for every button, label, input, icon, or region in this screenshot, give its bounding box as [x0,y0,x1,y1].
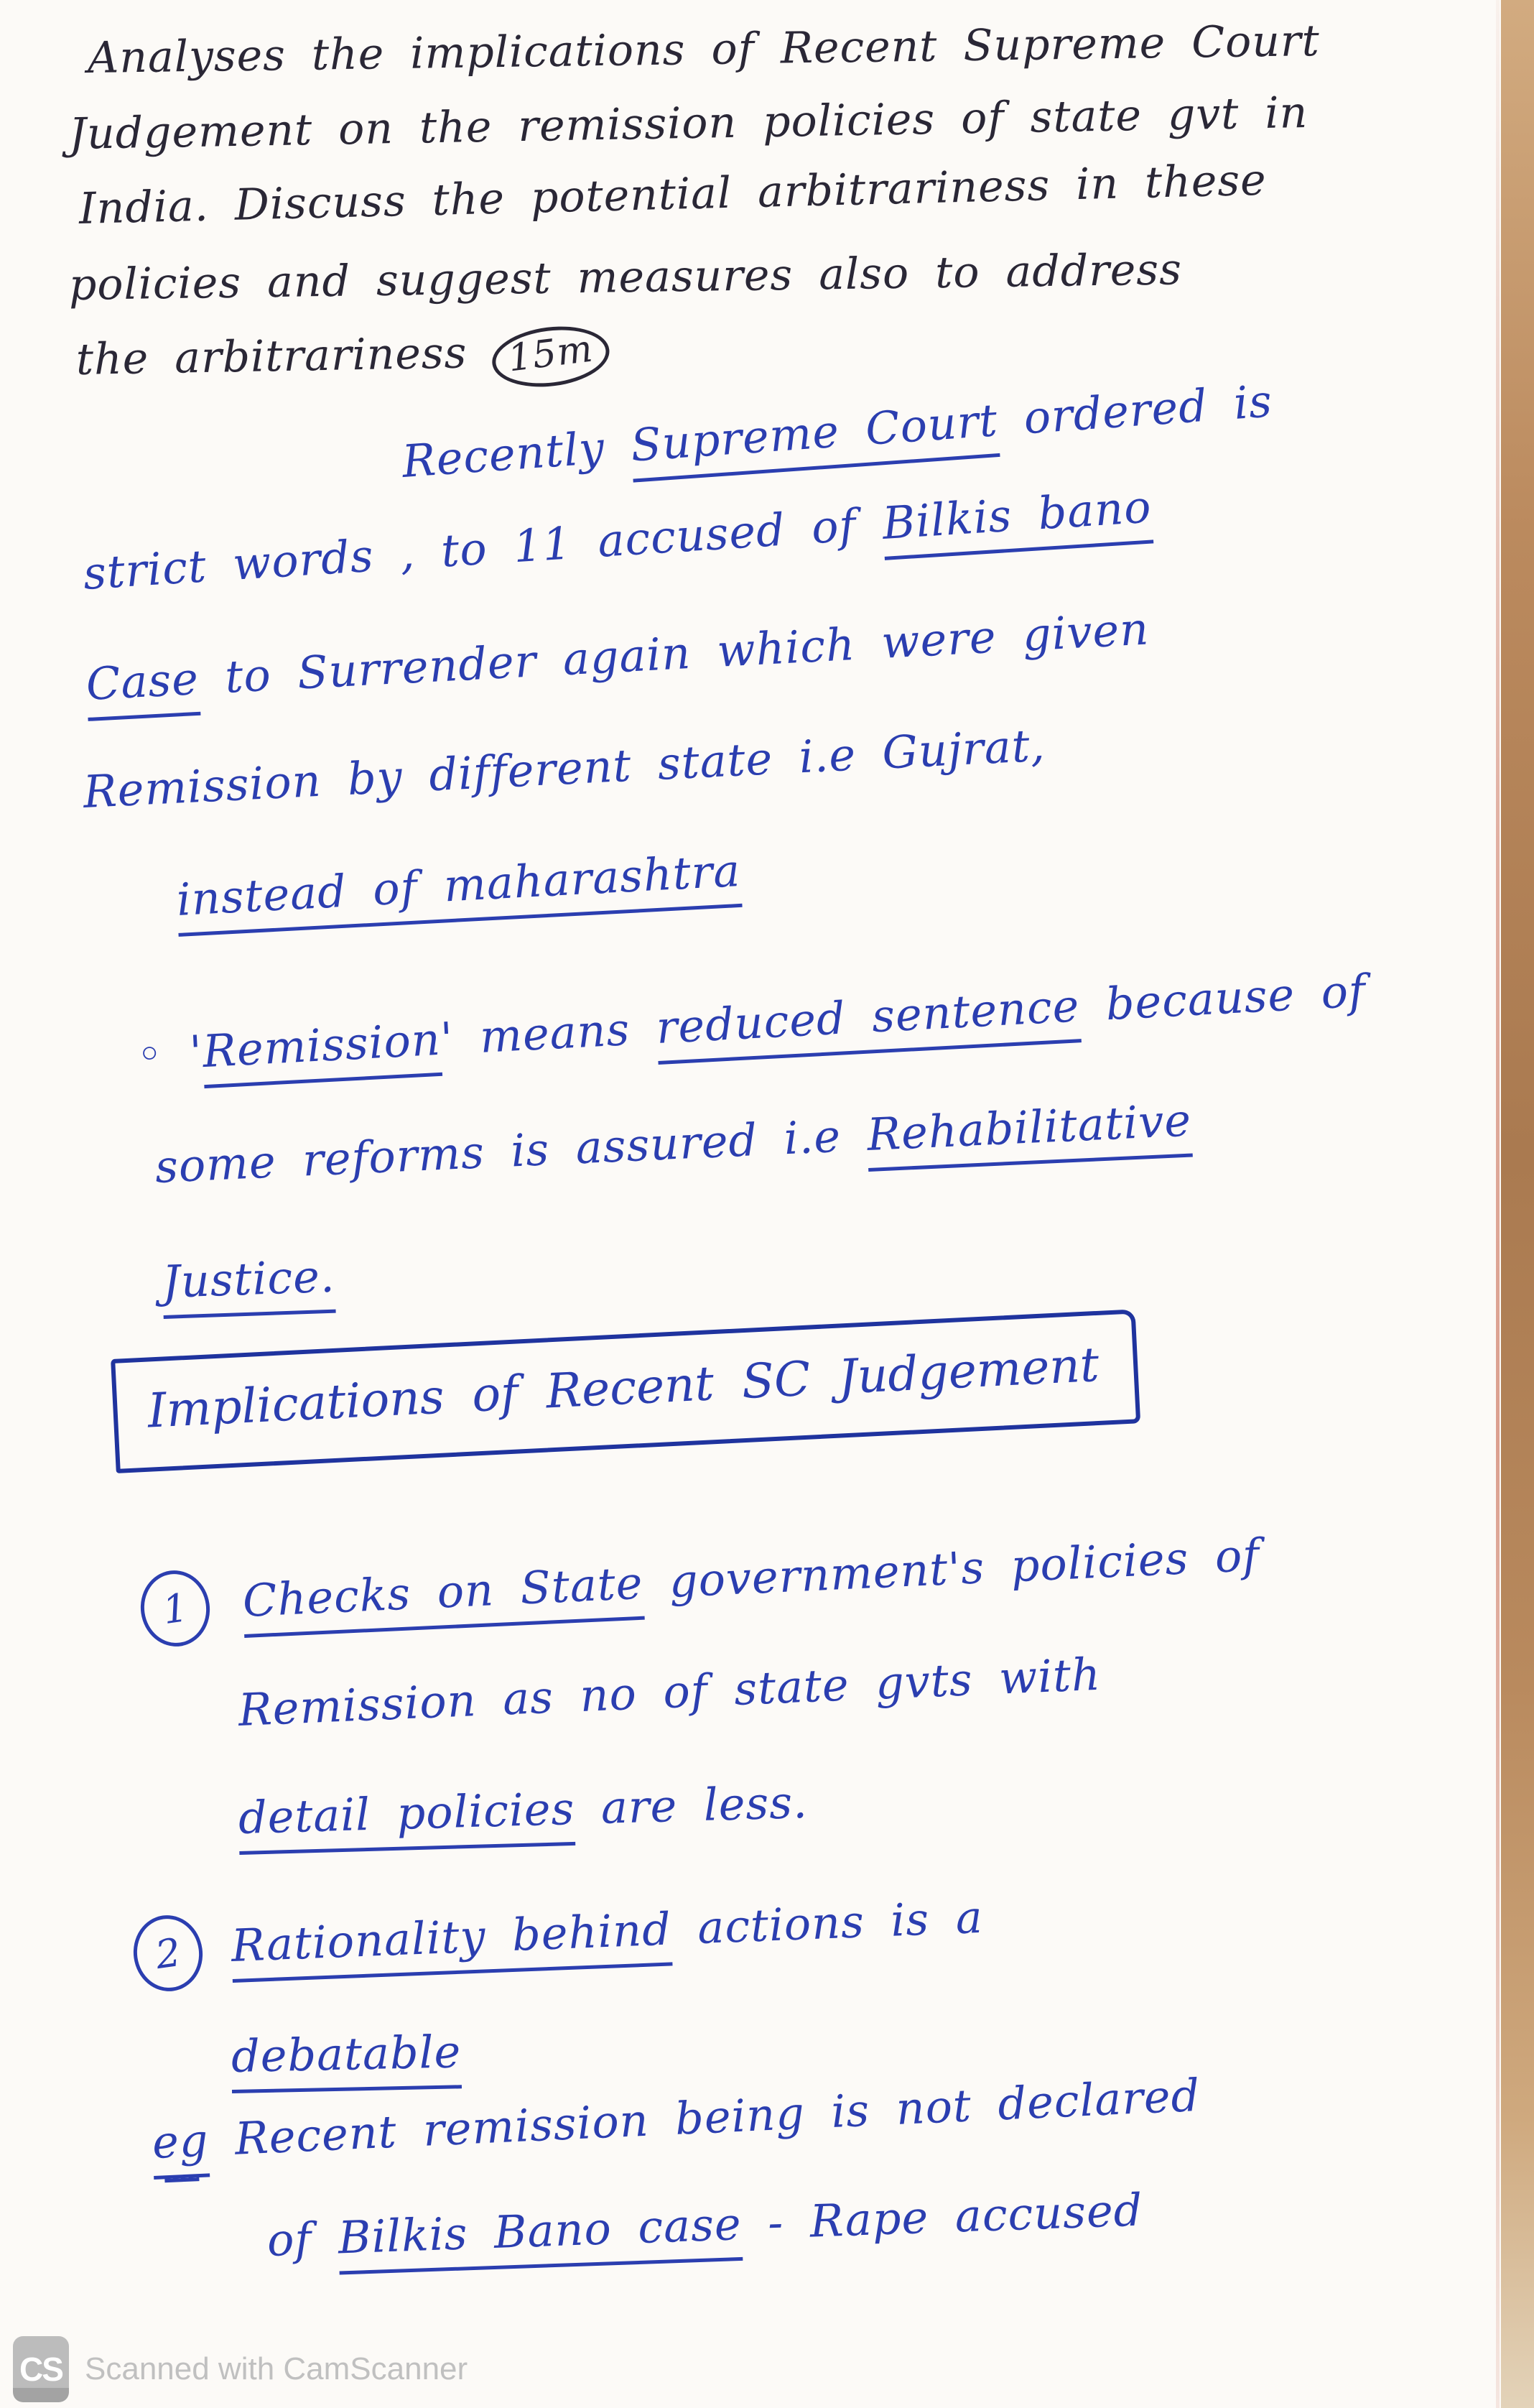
handwriting-segment: Case [85,652,200,721]
handwriting-segment: government's policies of [641,1528,1261,1609]
answer-line [135,964,1367,1081]
handwriting-segment: Remission [201,1013,442,1088]
camscanner-watermark-text: Scanned with CamScanner [85,2351,468,2386]
answer-line [154,1094,1192,1193]
answer-line [175,844,742,926]
handwriting-segment: Recent remission being is not declared [207,2068,1201,2167]
handwriting-segment: Bilkis Bano case [338,2198,743,2275]
handwriting-segment: Rehabilitative [866,1094,1193,1172]
answer-line [85,602,1150,710]
question-line [88,16,1321,83]
handwriting-segment: Judgement on the remission policies of state gvt in [68,87,1308,159]
handwriting-segment: Rationality behind [231,1902,673,1982]
margin-red-line [1496,0,1500,2408]
handwriting-segment: because of [1078,964,1367,1032]
handwriting-segment: detail policies [238,1782,576,1855]
page-edge [1501,0,1534,2408]
answer-line [266,2183,1144,2266]
handwriting-segment: Recently [400,419,633,488]
handwriting-segment: policies and suggest measures also to address [68,244,1183,310]
answer-line [162,1250,336,1308]
question-line [78,155,1267,234]
handwriting-segment: Checks on State [241,1557,644,1638]
handwriting-segment: reduced sentence [655,979,1082,1065]
handwriting-segment: debatable [231,2025,462,2093]
camscanner-watermark [13,2336,468,2402]
camscanner-badge-icon: CS [13,2336,69,2402]
answer-line [82,719,1046,818]
handwriting-segment: some reforms is assured i.e [154,1108,869,1193]
question-line [68,88,1308,159]
section-heading-box [111,1309,1140,1473]
point-number-circle: 2 [129,1911,208,1996]
handwriting-segment: to Surrender again which were given [197,602,1150,705]
handwriting-segment: Analyses the implications of Recent Supreme Court [87,16,1321,83]
question-line [69,244,1183,310]
point-number-circle: 1 [136,1566,215,1651]
handwriting-segment: strict words , to 11 accused of [81,497,885,600]
handwriting-segment: ordered is [995,374,1275,446]
handwriting-segment: Justice. [162,1250,336,1319]
handwriting-segment: ◦ ' [135,1025,205,1081]
handwriting-segment: are less. [574,1775,809,1835]
answer-line [241,1529,1260,1627]
answer-line [231,1891,984,1972]
answer-line [231,2025,462,2083]
answer-line [82,481,1153,600]
marks-badge: 15m [488,320,613,393]
handwriting-segment: eg [151,2113,210,2179]
handwriting-segment: actions is a [670,1890,984,1955]
handwriting-segment: of [266,2211,340,2266]
answer-line [238,1776,809,1844]
handwriting-segment: Remission by different state i.e Gujrat, [82,718,1046,818]
answer-line [237,1648,1102,1736]
handwriting-segment: ' means [439,1001,658,1065]
handwriting-segment: Bilkis bano [881,481,1154,560]
question-line [75,325,610,394]
question-text: the arbitrariness [75,328,468,385]
handwriting-segment: India. Discuss the potential arbitrariness in these [78,154,1268,234]
answer-line [400,374,1274,488]
handwriting-segment: instead of maharashtra [175,844,743,937]
handwriting-segment: Supreme Court [629,394,1000,482]
section-heading: Implications of Recent SC Judgement [146,1336,1100,1439]
handwriting-segment: Remission as no of state gvts with [237,1647,1102,1736]
handwriting-segment: - Rape accused [740,2183,1144,2250]
